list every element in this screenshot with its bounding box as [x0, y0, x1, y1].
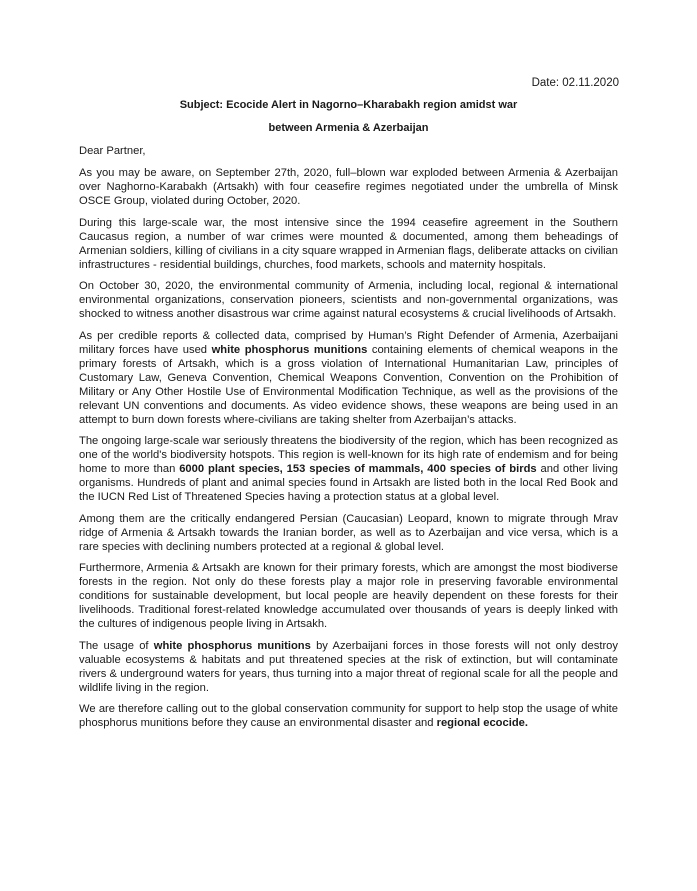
- paragraph-6: Among them are the critically endangered Persian (Caucasian) Leopard, known to migrate through Mrav ridge of Armenia & Artsakh towards the Iranian border, as well as to Azerbaijan and vice versa, which is a rare species with declining numbers protected at a regional & global level.: [79, 512, 618, 553]
- paragraph-5: [79, 434, 618, 504]
- paragraph-4-bold: white phosphorus munitions: [211, 343, 368, 356]
- subject-line-2: between Armenia & Azerbaijan: [268, 122, 429, 134]
- paragraph-5-bold: 6000 plant species, 153 species of mammals, 400 species of birds: [179, 463, 537, 475]
- paragraph-5-text-a: The ongoing large-scale war seriously threatens the biodiversity of the region, which has been recognized as one of the world's biodiversity hotspots. This region is well-known for its high rate of endemism and for being home to more than: [79, 435, 618, 475]
- paragraph-8-text-c: by Azerbaijani forces in those forests will not only destroy valuable ecosystems & habitats and put threatened species at the risk of extinction, but will contaminate rivers & underground waters for years, thus turning into a major threat of regional scale for all the people and wildlife living in the region.: [79, 639, 618, 694]
- paragraph-2: During this large-scale war, the most intensive since the 1994 ceasefire agreement in the Southern Caucasus region, a number of war crimes were mounted & documented, among them beheadings of Armenian soldiers, killing of civilians in a city square wrapped in Armenian flags, deliberate attacks on civilian infrastructures - residential buildings, churches, food markets, schools and maternity hospitals.: [79, 216, 618, 271]
- paragraph-4: [79, 329, 618, 427]
- paragraph-4-text-a: As per credible reports & collected data, comprised by Human’s Right Defender of Armenia, Azerbaijani military forces have used: [79, 329, 618, 356]
- paragraph-8-bold: white phosphorus munitions: [153, 639, 311, 652]
- paragraph-3: On October 30, 2020, the environmental community of Armenia, including local, regional & international environmental organizations, conservation pioneers, scientists and non-governmental organizations, was shocked to witness another disastrous war crime against natural ecosystems & crucial livelihoods of Artsakh.: [79, 280, 618, 320]
- letter-date: Date: 02.11.2020: [531, 77, 619, 89]
- paragraph-1: As you may be aware, on September 27th, 2020, full–blown war exploded between Armenia & Azerbaijan over Naghorno-Karabakh (Artsakh) with four ceasefire regimes negotiated under the umbrella of Minsk OSCE Group, violated during October, 2020.: [79, 167, 618, 207]
- paragraph-7: Furthermore, Armenia & Artsakh are known for their primary forests, which are amongst the most biodiverse forests in the region. Not only do these forests play a major role in preserving favorable environmental conditions for sustainable development, but local people are heavily dependent on these forests for their livelihoods. Traditional forest-related knowledge accumulated over thousands of years is deeply linked with the cultures of indigenous people living in Artsakh.: [79, 562, 618, 630]
- paragraph-9-text-a: We are therefore calling out to the global conservation community for support to help stop the usage of white phosphorus munitions before they cause an environmental disaster and: [79, 703, 618, 729]
- paragraph-5-text-c: and other living organisms. Hundreds of plant and animal species found in Artsakh are listed both in the local Red Book and the IUCN Red List of Threatened Species having a protection status at a global level.: [79, 463, 619, 503]
- paragraph-4-text-c: containing elements of chemical weapons in the primary forests of Artsakh, which is a gross violation of International Humanitarian Law, principles of Customary Law, Geneva Convention, Chemical Weapons Convention, Convention on the Prohibition of Military or Any Other Hostile Use of Environmental Modification Technique, as well as the provisions of the relevant UN conventions and documents. As video evidence shows, these weapons are being used in an attempt to burn down forests where-civilians are taking shelter from Azerbaijan’s attacks.: [79, 343, 618, 426]
- paragraph-9-bold: regional ecocide.: [436, 717, 529, 729]
- paragraph-8: [79, 639, 618, 695]
- greeting: Dear Partner,: [79, 145, 146, 157]
- paragraph-9: [79, 702, 618, 730]
- paragraph-8-text-a: The usage of: [79, 639, 154, 652]
- subject-line-1: Subject: Ecocide Alert in Nagorno–Kharabakh region amidst war: [179, 99, 518, 111]
- letter-body: [79, 144, 618, 738]
